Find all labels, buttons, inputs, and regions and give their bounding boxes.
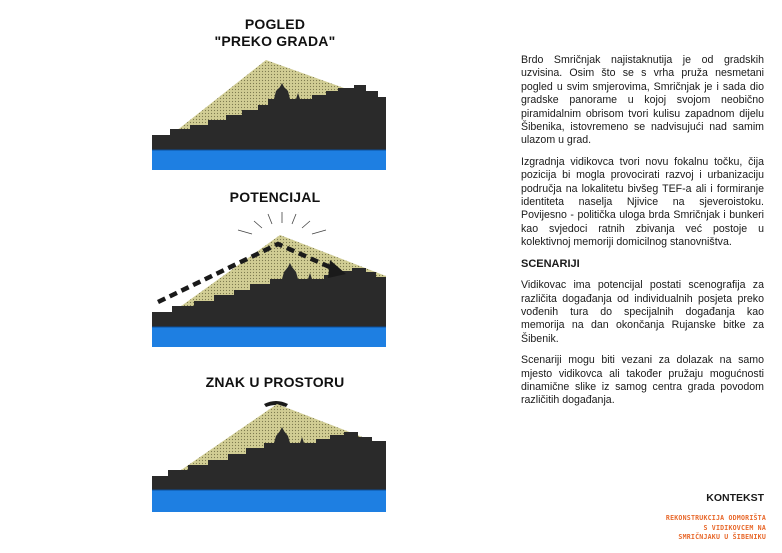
project-title-footer: [631, 514, 766, 543]
scene-potencijal-illustration: [150, 202, 386, 350]
paragraph-focal-point: Izgradnja vidikovca tvori novu fokalnu točku, čija pozicija bi mogla provocirati razvoj i urbanizaciju područja na lokalitetu bivšeg TEF-a ali i formiranje identiteta naselja Njivice na sjeveroistoku. Povijesno - politička uloga brda Smričnjak i bunkeri kao svjedoci ratnih zbivanja već postoje u kolektivnoj memoriji domicilnog stanovništva.: [521, 155, 764, 249]
scene-pogled-illustration: [150, 55, 386, 173]
heading-pogled-line1: POGLED: [244, 16, 306, 32]
sea-band: [152, 150, 386, 170]
heading-pogled: [160, 16, 390, 50]
description-column: [521, 54, 764, 416]
heading-potencijal: POTENCIJAL: [229, 189, 321, 205]
footer-line-2: S VIDIKOVCEM NA: [703, 523, 766, 532]
subheading-scenariji: SCENARIJI: [521, 257, 580, 270]
footer-line-3: SMRIČNJAKU U ŠIBENIKU: [678, 533, 766, 542]
scene-znak-illustration: [150, 390, 386, 514]
section-label: KONTEKST: [706, 492, 764, 504]
radiating-lines: [238, 212, 326, 234]
sea-band: [152, 327, 386, 347]
heading-znak: ZNAK U PROSTORU: [205, 374, 345, 390]
paragraph-scenography: Vidikovac ima potencijal postati scenografija za različita događanja od individualnih posjeta preko vođenih tura do specijalnih događanja kao memorija na dan okončanja Rujanske bitke za Šibenik.: [521, 279, 764, 345]
paragraph-scenarios: Scenariji mogu biti vezani za dolazak na samo mjesto vidikovca ali također pružaju mogućnosti dinamične slike iz samog centra grada povodom različitih događanja.: [521, 354, 764, 407]
heading-pogled-line2: "PREKO GRADA": [214, 33, 336, 49]
sea-band: [152, 490, 386, 512]
footer-line-1: REKONSTRUKCIJA ODMORIŠTA: [665, 514, 766, 522]
paragraph-intro: Brdo Smričnjak najistaknutija je od gradskih uzvisina. Osim što se s vrha pruža nesmetani pogled u svim smjerovima, Smričnjak je i sada dio gradske panorame u kojoj svojom neobično piramidalnim obrisom tvori kulisu zapadnom dijelu Šibenika, istovremeno se nadvisujući nad samim ulazom u grad.: [521, 54, 764, 147]
